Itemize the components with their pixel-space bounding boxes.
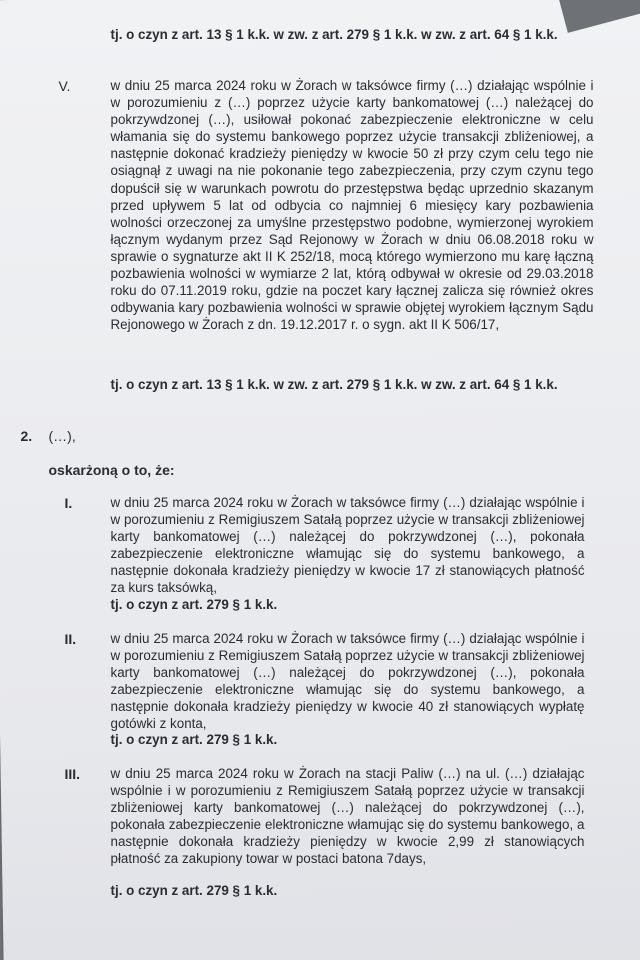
section-iii-numeral: III. (64, 766, 81, 783)
top-charge: tj. o czyn z art. 13 § 1 k.k. w zw. z art. 279 § 1 k.k. w zw. z art. 64 § 1 k.k. (110, 27, 558, 43)
accused-of-label: oskarżoną o to, że: (48, 462, 175, 479)
section-ii-paragraph: w dniu 25 marca 2024 roku w Żorach w taksówce firmy (…) działając wspólnie i w porozumieniu z Remigiuszem Satałą poprzez użycie w transakcji zbliżeniowej karty bankomatowej (…) należącej do pokrzywdzonej (…), pokonała zabezpieczenie elektroniczne włamując się do systemu bankowego, a następnie dokonała kradzieży pieniędzy w kwocie 40 zł stanowiących wypłatę gotówki z konta, (110, 631, 585, 732)
section-ii-charge: tj. o czyn z art. 279 § 1 k.k. (110, 732, 278, 748)
item-2-number: 2. (20, 428, 33, 445)
section-i-charge: tj. o czyn z art. 279 § 1 k.k. (110, 597, 278, 613)
section-iii-charge: tj. o czyn z art. 279 § 1 k.k. (110, 883, 278, 899)
section-v-paragraph: w dniu 25 marca 2024 roku w Żorach w taksówce firmy (…) działając wspólnie i w porozumieniu z (…) poprzez użycie karty bankomatowej (…) należącej do pokrzywdzonej (…), usiłował pokonać zabezpieczenie elektroniczne w celu włamania się do systemu bankowego poprzez użycie transakcji zbliżeniowej, a następnie dokonać kradzieży pieniędzy w kwocie 50 zł przy czym celu tego nie osiągnął z uwagi na nie pokonanie tego zabezpieczenia, przy czym czynu tego dopuścił się w warunkach powrotu do przestępstwa będąc uprzednio skazanym przed upływem 5 lat od odbycia co najmniej 6 miesięcy kary pozbawienia wolności orzeczonej za umyślne przestępstwo podobne, wymierzonej wyrokiem łącznym wydanym przez Sąd Rejonowy w Żorach w dniu 06.08.2018 roku w sprawie o sygnaturze akt II K 252/18, mocą którego wymierzono mu karę łączną pozbawienia wolności w wymiarze 2 lat, którą odbywał w okresie od 29.03.2018 roku do 07.11.2019 roku, gdzie na poczet kary łącznej zalicza się również okres odbywania kary pozbawienia wolności w sprawie objętej wyrokiem łącznym Sądu Rejonowego w Żorach z dn. 19.12.2017 r. o sygn. akt II K 506/17, (110, 78, 594, 333)
section-i-text (111, 494, 585, 597)
section-v-text (111, 77, 594, 333)
section-iii-paragraph: w dniu 25 marca 2024 roku w Żorach na stacji Paliw (…) na ul. (…) działając wspólnie i w porozumieniu z Remigiuszem Satałą poprzez użycie w transakcji zbliżeniowej karty bankomatowej (…) należącej do pokrzywdzonej (…), pokonała zabezpieczenie elektroniczne włamując się do systemu bankowego, a następnie dokonała kradzieży pieniędzy w kwocie 2,99 zł stanowiących płatność za zakupiony towar w postaci batona 7days, (110, 766, 585, 867)
section-v-charge: tj. o czyn z art. 13 § 1 k.k. w zw. z art. 279 § 1 k.k. w zw. z art. 64 § 1 k.k. (110, 377, 558, 393)
item-2-name: (…), (48, 428, 76, 445)
section-iii-text (111, 765, 585, 868)
section-ii-text (111, 630, 585, 733)
section-ii-numeral: II. (64, 631, 77, 648)
section-i-numeral: I. (64, 495, 73, 512)
section-i-paragraph: w dniu 25 marca 2024 roku w Żorach w taksówce firmy (…) działając wspólnie i w porozumieniu z Remigiuszem Satałą poprzez użycie w transakcji zbliżeniowej karty bankomatowej (…) należącej do pokrzywdzonej (…), pokonała zabezpieczenie elektroniczne włamując się do systemu bankowego, a następnie dokonała kradzieży pieniędzy w kwocie 17 zł stanowiących płatność za kurs taksówką, (110, 495, 585, 596)
section-v-numeral: V. (58, 78, 71, 95)
